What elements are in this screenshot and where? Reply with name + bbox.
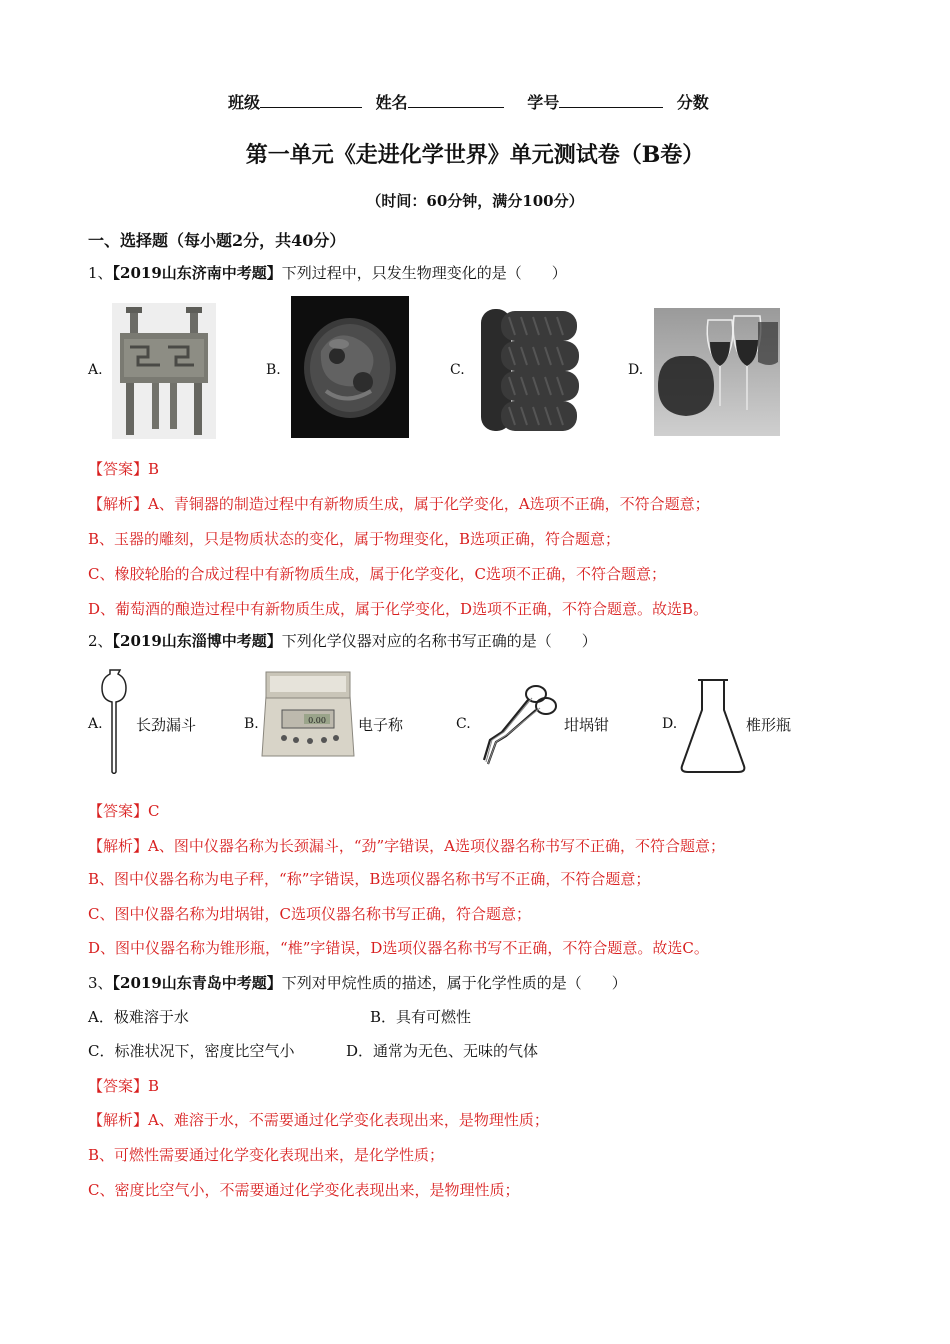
wine-glasses-image <box>654 308 780 436</box>
name-blank[interactable] <box>408 93 504 108</box>
q2-analysis-line <box>88 835 725 856</box>
q2-option-d-name: 椎形瓶 <box>746 716 792 734</box>
question-text: 下列化学仪器对应的名称书写正确的是（ ） <box>281 632 597 650</box>
bronze-ding-image <box>112 303 216 439</box>
balance-display: 0.00 <box>308 716 326 725</box>
analysis-tag: 【解析】 <box>88 1111 149 1129</box>
jade-carving-image <box>291 296 409 438</box>
class-blank[interactable] <box>260 93 362 108</box>
question-1-stem <box>88 262 567 283</box>
section-heading: 一、选择题（每小题2分，共40分） <box>88 231 346 250</box>
q3-analysis-line: C、密度比空气小，不需要通过化学变化表现出来，是物理性质； <box>88 1181 520 1199</box>
funnel-drawing <box>100 668 130 774</box>
score-label: 分数 <box>676 93 709 112</box>
question-number: 2、 <box>88 632 113 650</box>
page-subtitle: （时间：60分钟，满分100分） <box>366 192 584 210</box>
answer-tag: 【答案】 <box>88 802 149 820</box>
page-title: 第一单元《走进化学世界》单元测试卷（B卷） <box>245 142 705 168</box>
q3-option-b[interactable]: B．具有可燃性 <box>370 1008 472 1026</box>
q2-option-c-label[interactable]: C. <box>456 716 471 732</box>
q1-answer <box>88 458 159 479</box>
q2-option-b-name: 电子称 <box>358 716 404 734</box>
q2-option-a-name: 长劲漏斗 <box>136 716 197 734</box>
analysis-tag: 【解析】 <box>88 495 149 513</box>
q3-option-c[interactable]: C．标准状况下，密度比空气小 <box>88 1042 295 1060</box>
q2-option-b-label[interactable]: B. <box>244 716 259 732</box>
q1-option-c-label[interactable]: C. <box>450 362 465 378</box>
answer-tag: 【答案】 <box>88 460 149 478</box>
tires-image <box>475 303 585 439</box>
q1-option-a-label[interactable]: A. <box>88 362 103 378</box>
id-label: 学号 <box>527 93 560 112</box>
id-blank[interactable] <box>559 93 663 108</box>
answer-tag: 【答案】 <box>88 1077 149 1095</box>
q3-analysis-line: B、可燃性需要通过化学变化表现出来，是化学性质； <box>88 1146 445 1164</box>
question-text: 下列对甲烷性质的描述，属于化学性质的是（ ） <box>281 974 627 992</box>
question-2-stem <box>88 630 597 651</box>
question-source: 【2019山东青岛中考题】 <box>112 974 282 992</box>
answer-value: B <box>148 1077 160 1095</box>
q2-answer <box>88 800 160 821</box>
crucible-tongs-drawing <box>478 682 558 774</box>
q2-option-a-label[interactable]: A. <box>88 716 103 732</box>
q3-analysis-line <box>88 1109 549 1130</box>
analysis-text: A、图中仪器名称为长颈漏斗，“劲”字错误，A选项仪器名称书写不正确，不符合题意； <box>148 837 726 855</box>
q3-option-d[interactable]: D．通常为无色、无味的气体 <box>346 1042 539 1060</box>
q1-option-b-label[interactable]: B. <box>266 362 281 378</box>
student-info-line <box>228 90 709 113</box>
electronic-balance-drawing <box>260 666 356 762</box>
question-text: 下列过程中，只发生物理变化的是（ ） <box>281 264 567 282</box>
analysis-tag: 【解析】 <box>88 837 149 855</box>
question-number: 3、 <box>88 974 113 992</box>
q2-option-d-label[interactable]: D. <box>662 716 678 732</box>
question-source: 【2019山东淄博中考题】 <box>112 632 282 650</box>
q2-analysis-line: C、图中仪器名称为坩埚钳，C选项仪器名称书写正确，符合题意； <box>88 905 531 923</box>
q2-option-c-name: 坩埚钳 <box>564 716 610 734</box>
answer-value: C <box>148 802 160 820</box>
analysis-text: A、难溶于水，不需要通过化学变化表现出来，是物理性质； <box>148 1111 549 1129</box>
q3-option-a[interactable]: A．极难溶于水 <box>88 1008 189 1026</box>
q1-analysis-line: B、玉器的雕刻，只是物质状态的变化，属于物理变化，B选项正确，符合题意； <box>88 530 621 548</box>
q1-analysis-line: D、葡萄酒的酿造过程中有新物质生成，属于化学变化，D选项不正确，不符合题意。故选B。 <box>88 600 709 618</box>
class-label: 班级 <box>228 93 261 112</box>
q2-analysis-line: B、图中仪器名称为电子秤，“称”字错误，B选项仪器名称书写不正确，不符合题意； <box>88 870 651 888</box>
question-source: 【2019山东济南中考题】 <box>112 264 282 282</box>
answer-value: B <box>148 460 160 478</box>
conical-flask-drawing <box>678 676 748 774</box>
question-number: 1、 <box>88 264 113 282</box>
analysis-text: A、青铜器的制造过程中有新物质生成，属于化学变化，A选项不正确，不符合题意； <box>148 495 710 513</box>
q3-answer <box>88 1075 159 1096</box>
q1-analysis-line: C、橡胶轮胎的合成过程中有新物质生成，属于化学变化，C选项不正确，不符合题意； <box>88 565 666 583</box>
q2-analysis-line: D、图中仪器名称为锥形瓶，“椎”字错误，D选项仪器名称书写不正确，不符合题意。故选C。 <box>88 939 709 957</box>
name-label: 姓名 <box>375 93 408 112</box>
question-3-stem <box>88 972 627 993</box>
q1-option-d-label[interactable]: D. <box>628 362 644 378</box>
q1-analysis-line <box>88 493 710 514</box>
